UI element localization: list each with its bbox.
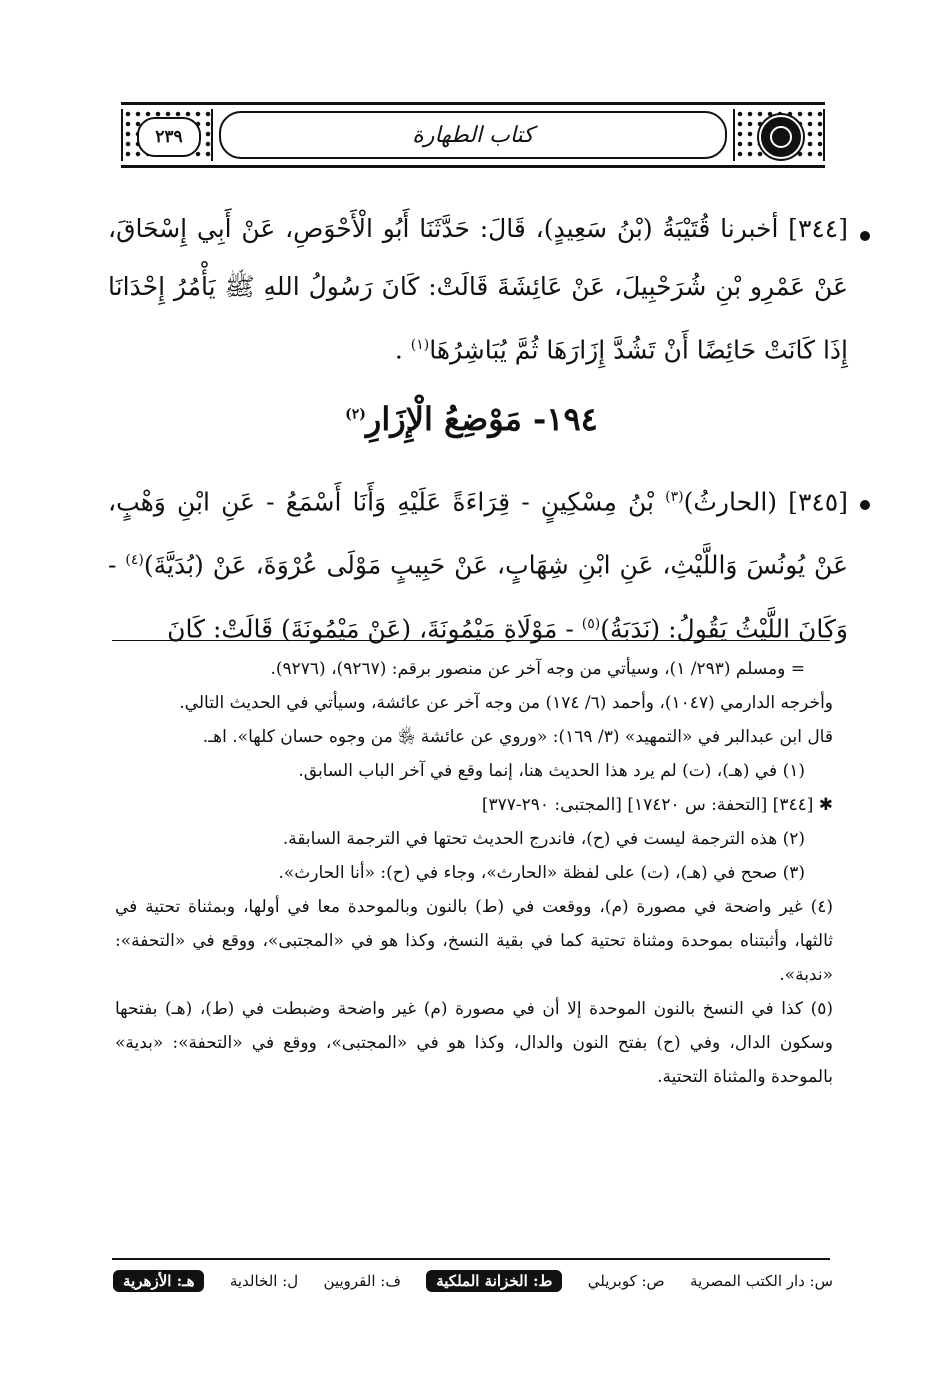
footnote-item: ✱ [٣٤٤] [التحفة: س ١٧٤٢٠] [المجتبى: ٢٩٠-٣٧٧] xyxy=(481,795,833,815)
running-title: كتاب الطهارة xyxy=(219,111,727,159)
footnote-item: (١) في (هـ)، (ت) لم يرد هذا الحديث هنا، إنما وقع في آخر الباب السابق. xyxy=(298,761,805,781)
chapter-heading: ١٩٤- مَوْضِعُ الْإِزَارِ$^{(٢)}$ xyxy=(345,400,598,438)
note-ref-2: (٢) xyxy=(345,406,366,423)
page-number: ٢٣٩ xyxy=(137,117,201,157)
footnote-item: (٣) صحح في (هـ)، (ت) على لفظة «الحارث»، وجاء في (ح): «أنا الحارث». xyxy=(278,863,805,883)
footnote-item: (٢) هذه الترجمة ليست في (ح)، فاندرج الحديث تحتها في الترجمة السابقة. xyxy=(282,829,805,849)
hadith-345: [٣٤٥] (الحارثُ)$^{(٣)}$ بْنُ مِسْكِينٍ - قِرَاءَةً عَلَيْهِ وَأَنَا أَسْمَعُ - عَنِ ابْنِ وَهْبٍ، عَنْ يُونُسَ وَاللَّيْثِ، عَنِ ابْنِ شِهَابٍ، عَنْ حَبِيبٍ مَوْلَى عُرْوَةَ، عَنْ (بُدَيَّةَ)$^{(٤)}$ - وَكَانَ اللَّيْثُ يَقُولُ: (نَدَبَةُ)$^{(٥)}$ - مَوْلَاةِ مَيْمُونَةَ، (عَنْ مَيْمُونَةَ) قَالَتْ: كَانَ xyxy=(108,487,848,643)
legend-s: س: دار الكتب المصرية xyxy=(690,1272,833,1290)
legend-f: ف: القرويين xyxy=(323,1272,401,1290)
legend-separator xyxy=(112,1258,830,1260)
footnote-item: = ومسلم (٢٩٣/ ١)، وسيأتي من وجه آخر عن منصور برقم: (٩٢٦٧)، (٩٢٧٦). xyxy=(270,659,805,679)
left-ornament xyxy=(121,109,213,161)
footnote-item: (٤) غير واضحة في مصورة (م)، ووقعت في (ط) بالنون وبالموحدة معا في أولها، وبمثناة تحتية في ثالثها، وأثبتناه بموحدة ومثناة تحتية كما في بقية النسخ، وكذا هو في «المجتبى»، ووقع في «التحفة»: «ندبة». xyxy=(115,897,833,985)
legend-h: هـ: الأزهرية xyxy=(113,1270,204,1292)
page-header xyxy=(121,102,825,168)
right-ornament xyxy=(733,109,825,161)
footnotes xyxy=(115,652,833,1094)
footnote-item: قال ابن عبدالبر في «التمهيد» (٣/ ١٦٩): «وروي عن عائشة ﵂ من وجوه حسان كلها». اهـ. xyxy=(202,727,833,747)
bullet-icon xyxy=(860,231,870,241)
publisher-logo-icon xyxy=(759,115,803,159)
footnote-item: (٥) كذا في النسخ بالنون الموحدة إلا أن في مصورة (م) غير واضحة وضبطت في (ط)، (هـ) بفتحها وسكون الدال، وفي (ح) بفتح النون والدال، وكذا هو في «المجتبى»، ووقع في «التحفة»: «بدية» بالموحدة والمثناة التحتية. xyxy=(115,999,833,1087)
manuscript-legend xyxy=(113,1266,833,1296)
footnote-item: وأخرجه الدارمي (١٠٤٧)، وأحمد (٦/ ١٧٤) من وجه آخر عن عائشة، وسيأتي في الحديث التالي. xyxy=(179,693,833,713)
legend-s2: ص: كوبريلي xyxy=(587,1272,665,1290)
hadith-344: [٣٤٤] أخبرنا قُتَيْبَةُ (بْنُ سَعِيدٍ)، قَالَ: حَدَّثَنَا أَبُو الْأَحْوَصِ، عَنْ أَبِي إِسْحَاقَ، عَنْ عَمْرِو بْنِ شُرَحْبِيلَ، عَنْ عَائِشَةَ قَالَتْ: كَانَ رَسُولُ اللهِ ﷺ يَأْمُرُ إِحْدَانَا إِذَا كَانَتْ حَائِضًا أَنْ تَشُدَّ إِزَارَهَا ثُمَّ يُبَاشِرُهَا$^{(١)}$ . xyxy=(108,214,848,365)
footnote-separator xyxy=(112,640,830,641)
bullet-icon xyxy=(860,500,870,510)
legend-t: ط: الخزانة الملكية xyxy=(426,1270,562,1292)
note-ref-1: (١) xyxy=(410,337,430,353)
legend-l: ل: الخالدية xyxy=(229,1272,299,1290)
